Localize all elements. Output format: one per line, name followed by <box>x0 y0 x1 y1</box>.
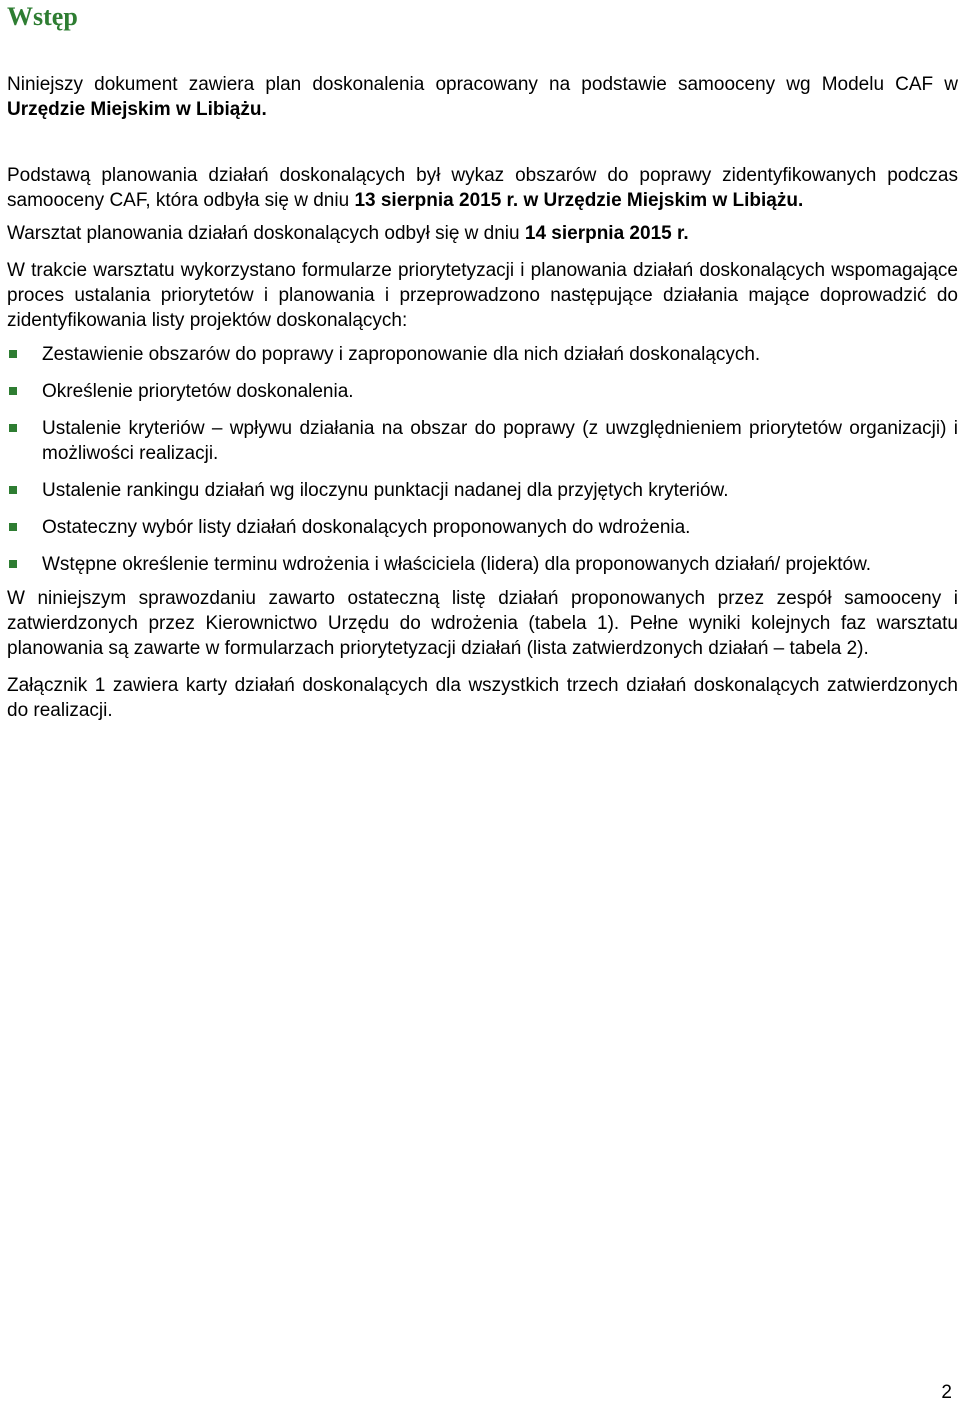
list-item <box>7 478 958 503</box>
square-bullet-icon <box>9 560 17 568</box>
self-assessment-date: 13 sierpnia 2015 r. w Urzędzie Miejskim w Libiążu. <box>354 190 804 211</box>
list-item-text: Ustalenie kryteriów – wpływu działania na obszar do poprawy (z uwzględnieniem priorytetów organizacji) i możliwości realizacji. <box>42 418 958 464</box>
list-item <box>7 416 958 466</box>
activities-list <box>7 342 958 577</box>
list-item <box>7 342 958 367</box>
list-item-text: Wstępne określenie terminu wdrożenia i właściciela (lidera) dla proponowanych działań/ projektów. <box>42 554 872 575</box>
list-item <box>7 552 958 577</box>
workshop-process-paragraph: W trakcie warsztatu wykorzystano formularze priorytetyzacji i planowania działań doskonalących wspomagające proces ustalania priorytetów i planowania i przeprowadzono następujące działania mające doprowadzić do zidentyfikowania listy projektów doskonalących: <box>7 260 958 331</box>
intro-paragraph <box>7 72 958 122</box>
workshop-date-text: Warsztat planowania działań doskonalących odbył się w dniu <box>7 223 525 244</box>
document-body <box>7 72 958 723</box>
intro-office-name: Urzędzie Miejskim w Libiążu. <box>7 99 267 120</box>
report-summary-paragraph: W niniejszym sprawozdaniu zawarto ostateczną listę działań proponowanych przez zespół samooceny i zatwierdzonych przez Kierownictwo Urzędu do wdrożenia (tabela 1). Pełne wyniki kolejnych faz warsztatu planowania są zawarte w formularzach priorytetyzacji działań (lista zatwierdzonych działań – tabela 2). <box>7 588 958 659</box>
workshop-date: 14 sierpnia 2015 r. <box>524 223 689 244</box>
square-bullet-icon <box>9 387 17 395</box>
list-item <box>7 379 958 404</box>
square-bullet-icon <box>9 350 17 358</box>
list-item-text: Określenie priorytetów doskonalenia. <box>42 381 354 402</box>
intro-text: Niniejszy dokument zawiera plan doskonalenia opracowany na podstawie samooceny wg Modelu CAF w <box>7 74 958 95</box>
planning-basis-paragraph <box>7 163 958 213</box>
list-item-text: Ostateczny wybór listy działań doskonalących proponowanych do wdrożenia. <box>42 517 691 538</box>
list-item-text: Zestawienie obszarów do poprawy i zaproponowanie dla nich działań doskonalących. <box>42 344 761 365</box>
section-heading: Wstęp <box>7 2 78 31</box>
planning-basis-text: Podstawą planowania działań doskonalących był wykaz obszarów do poprawy zidentyfikowanych podczas samooceny CAF, która odbyła się w dniu <box>7 165 958 211</box>
list-item-text: Ustalenie rankingu działań wg iloczynu punktacji nadanej dla przyjętych kryteriów. <box>42 480 729 501</box>
square-bullet-icon <box>9 523 17 531</box>
square-bullet-icon <box>9 486 17 494</box>
workshop-date-paragraph <box>7 221 958 246</box>
square-bullet-icon <box>9 424 17 432</box>
list-item <box>7 515 958 540</box>
attachment-paragraph: Załącznik 1 zawiera karty działań doskonalących dla wszystkich trzech działań doskonalących zatwierdzonych do realizacji. <box>7 675 958 721</box>
page-number: 2 <box>941 1382 952 1403</box>
